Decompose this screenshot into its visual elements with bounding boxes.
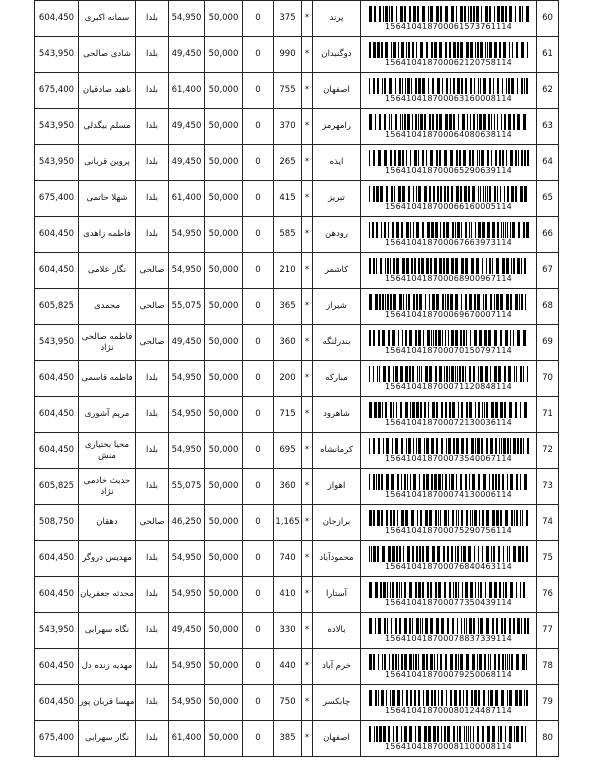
zero-cell: 0 [243,433,274,469]
barcode-cell [361,685,537,721]
sender-cell: بلدا [136,685,169,721]
qty-cell: 360 [274,325,302,361]
barcode-cell [361,577,537,613]
b-cell: 50,000 [205,649,243,685]
name-cell: مهدیه زنده دل [79,649,136,685]
b-cell: 50,000 [205,109,243,145]
idx-cell: 79 [537,685,559,721]
barcode-graphic [368,654,530,670]
idx-cell: 68 [537,289,559,325]
qty-cell: 750 [274,685,302,721]
b-cell: 50,000 [205,1,243,37]
zero-cell: 0 [243,73,274,109]
table-row [35,541,559,577]
mark-cell: * [302,541,313,577]
zero-cell: 0 [243,397,274,433]
barcode-number: 156410418700075290756114 [385,525,512,535]
sender-cell: بلدا [136,541,169,577]
barcode-cell [361,37,537,73]
sender-cell: صالحی [136,325,169,361]
b-cell: 50,000 [205,253,243,289]
barcode-graphic [368,402,530,418]
city-cell: چابکسر [313,685,361,721]
barcode-graphic [368,618,530,634]
barcode-number: 156410418700079250068114 [385,669,512,679]
zero-cell: 0 [243,469,274,505]
idx-cell: 80 [537,721,559,757]
idx-cell: 65 [537,181,559,217]
name-cell: حدیث خادمی نژاد [79,469,136,505]
a-cell: 55,075 [169,469,205,505]
barcode-cell [361,505,537,541]
table-row [35,1,559,37]
barcode-graphic [368,114,530,130]
table-row [35,397,559,433]
b-cell: 50,000 [205,145,243,181]
city-cell: شاهرود [313,397,361,433]
city-cell: خرم آباد [313,649,361,685]
mark-cell: * [302,469,313,505]
sender-cell: بلدا [136,649,169,685]
barcode-number: 156410418700066160005114 [385,201,512,211]
barcode-graphic [368,186,530,202]
city-cell: اصفهان [313,73,361,109]
barcode-cell [361,289,537,325]
city-cell: پرند [313,1,361,37]
city-cell: رامهرمز [313,109,361,145]
mark-cell: * [302,433,313,469]
a-cell: 54,950 [169,577,205,613]
b-cell: 50,000 [205,469,243,505]
sender-cell: بلدا [136,217,169,253]
name-cell: نگاه سهرابی [79,613,136,649]
barcode-number: 156410418700076840463114 [385,561,512,571]
barcode-cell [361,721,537,757]
barcode-graphic [368,78,530,94]
sender-cell: بلدا [136,181,169,217]
table-body [35,1,559,757]
table-row [35,253,559,289]
shipment-table [34,0,559,757]
b-cell: 50,000 [205,721,243,757]
idx-cell: 70 [537,361,559,397]
barcode-cell [361,433,537,469]
a-cell: 54,950 [169,397,205,433]
barcode-number: 156410418700080124487114 [385,705,512,715]
total-cell: 543,950 [35,37,79,73]
table-row [35,181,559,217]
zero-cell: 0 [243,181,274,217]
mark-cell: * [302,505,313,541]
barcode-cell [361,541,537,577]
mark-cell: * [302,361,313,397]
qty-cell: 740 [274,541,302,577]
barcode-cell [361,181,537,217]
zero-cell: 0 [243,505,274,541]
qty-cell: 200 [274,361,302,397]
qty-cell: 370 [274,109,302,145]
total-cell: 605,825 [35,289,79,325]
total-cell: 675,400 [35,181,79,217]
table-row [35,73,559,109]
b-cell: 50,000 [205,181,243,217]
table-row [35,37,559,73]
b-cell: 50,000 [205,541,243,577]
idx-cell: 60 [537,1,559,37]
a-cell: 61,400 [169,73,205,109]
city-cell: بندرلنگه [313,325,361,361]
zero-cell: 0 [243,109,274,145]
zero-cell: 0 [243,541,274,577]
city-cell: بالاده [313,613,361,649]
idx-cell: 62 [537,73,559,109]
qty-cell: 990 [274,37,302,73]
idx-cell: 66 [537,217,559,253]
city-cell: اهواز [313,469,361,505]
zero-cell: 0 [243,649,274,685]
zero-cell: 0 [243,361,274,397]
barcode-cell [361,109,537,145]
city-cell: ایذه [313,145,361,181]
barcode-graphic [368,294,530,310]
b-cell: 50,000 [205,433,243,469]
idx-cell: 75 [537,541,559,577]
table-row [35,325,559,361]
idx-cell: 69 [537,325,559,361]
qty-cell: 365 [274,289,302,325]
city-cell: شیراز [313,289,361,325]
mark-cell: * [302,685,313,721]
barcode-cell [361,217,537,253]
sender-cell: بلدا [136,37,169,73]
qty-cell: 330 [274,613,302,649]
table-row [35,469,559,505]
qty-cell: 755 [274,73,302,109]
total-cell: 604,450 [35,253,79,289]
a-cell: 49,450 [169,613,205,649]
total-cell: 543,950 [35,325,79,361]
qty-cell: 375 [274,1,302,37]
total-cell: 604,450 [35,361,79,397]
zero-cell: 0 [243,685,274,721]
b-cell: 50,000 [205,685,243,721]
barcode-number: 156410418700072130036114 [385,417,512,427]
barcode-number: 156410418700078837339114 [385,633,512,643]
barcode-number: 156410418700081100008114 [385,741,512,751]
sender-cell: بلدا [136,109,169,145]
idx-cell: 77 [537,613,559,649]
total-cell: 543,950 [35,613,79,649]
barcode-number: 156410418700067663973114 [385,237,512,247]
barcode-graphic [368,438,530,454]
zero-cell: 0 [243,145,274,181]
table-row [35,613,559,649]
table-row [35,109,559,145]
table-row [35,577,559,613]
barcode-graphic [368,510,530,526]
name-cell: محیا بختیاری منش [79,433,136,469]
total-cell: 605,825 [35,469,79,505]
table-row [35,289,559,325]
qty-cell: 695 [274,433,302,469]
sender-cell: صالحی [136,253,169,289]
mark-cell: * [302,325,313,361]
name-cell: نگار علامی [79,253,136,289]
barcode-number: 156410418700071120848114 [385,381,512,391]
total-cell: 604,450 [35,649,79,685]
idx-cell: 71 [537,397,559,433]
city-cell: رودهن [313,217,361,253]
zero-cell: 0 [243,37,274,73]
city-cell: دوگنبدان [313,37,361,73]
barcode-cell [361,73,537,109]
mark-cell: * [302,181,313,217]
idx-cell: 78 [537,649,559,685]
total-cell: 543,950 [35,109,79,145]
qty-cell: 585 [274,217,302,253]
name-cell: پروین قربانی [79,145,136,181]
sender-cell: بلدا [136,361,169,397]
barcode-cell [361,613,537,649]
barcode-graphic [368,42,530,58]
table-row [35,685,559,721]
city-cell: کاشمر [313,253,361,289]
zero-cell: 0 [243,613,274,649]
b-cell: 50,000 [205,325,243,361]
barcode-number: 156410418700065290639114 [385,165,512,175]
total-cell: 543,950 [35,145,79,181]
zero-cell: 0 [243,325,274,361]
a-cell: 54,950 [169,217,205,253]
sender-cell: بلدا [136,397,169,433]
table-row [35,361,559,397]
b-cell: 50,000 [205,397,243,433]
b-cell: 50,000 [205,613,243,649]
barcode-number: 156410418700064080638114 [385,129,512,139]
a-cell: 54,950 [169,685,205,721]
name-cell: فاطمه زاهدی [79,217,136,253]
qty-cell: 385 [274,721,302,757]
total-cell: 604,450 [35,685,79,721]
mark-cell: * [302,649,313,685]
total-cell: 604,450 [35,397,79,433]
barcode-number: 156410418700062120758114 [385,57,512,67]
mark-cell: * [302,721,313,757]
city-cell: مبارکه [313,361,361,397]
barcode-cell [361,1,537,37]
name-cell: مریم آشوری [79,397,136,433]
name-cell: فاطمه قاسمی [79,361,136,397]
barcode-cell [361,253,537,289]
barcode-number: 156410418700073540067114 [385,453,512,463]
a-cell: 54,950 [169,253,205,289]
idx-cell: 61 [537,37,559,73]
city-cell: تبریز [313,181,361,217]
table-row [35,433,559,469]
barcode-graphic [368,474,530,490]
idx-cell: 64 [537,145,559,181]
qty-cell: 410 [274,577,302,613]
mark-cell: * [302,145,313,181]
zero-cell: 0 [243,217,274,253]
a-cell: 49,450 [169,325,205,361]
barcode-cell [361,649,537,685]
name-cell: مسلم بیگدلی [79,109,136,145]
qty-cell: 265 [274,145,302,181]
barcode-cell [361,361,537,397]
table-row [35,217,559,253]
a-cell: 49,450 [169,145,205,181]
name-cell: نگار سهرابی [79,721,136,757]
barcode-graphic [368,258,530,274]
a-cell: 54,950 [169,361,205,397]
a-cell: 54,950 [169,649,205,685]
total-cell: 675,400 [35,721,79,757]
mark-cell: * [302,1,313,37]
b-cell: 50,000 [205,577,243,613]
city-cell: برازجان [313,505,361,541]
sender-cell: صالحی [136,505,169,541]
a-cell: 46,250 [169,505,205,541]
name-cell: فاطمه صالحی نژاد [79,325,136,361]
barcode-graphic [368,222,530,238]
table-row [35,145,559,181]
qty-cell: 440 [274,649,302,685]
b-cell: 50,000 [205,505,243,541]
a-cell: 54,950 [169,541,205,577]
zero-cell: 0 [243,577,274,613]
a-cell: 49,450 [169,109,205,145]
mark-cell: * [302,613,313,649]
total-cell: 675,400 [35,73,79,109]
zero-cell: 0 [243,1,274,37]
qty-cell: 715 [274,397,302,433]
mark-cell: * [302,397,313,433]
barcode-number: 156410418700069670007114 [385,309,512,319]
barcode-graphic [368,150,530,166]
sender-cell: بلدا [136,433,169,469]
b-cell: 50,000 [205,289,243,325]
b-cell: 50,000 [205,217,243,253]
sender-cell: بلدا [136,73,169,109]
sender-cell: صالحی [136,289,169,325]
barcode-cell [361,469,537,505]
qty-cell: 415 [274,181,302,217]
qty-cell: 360 [274,469,302,505]
name-cell: شادی صالحی [79,37,136,73]
idx-cell: 67 [537,253,559,289]
mark-cell: * [302,109,313,145]
barcode-graphic [368,6,530,22]
barcode-number: 156410418700063160008114 [385,93,512,103]
barcode-graphic [368,366,530,382]
zero-cell: 0 [243,721,274,757]
mark-cell: * [302,289,313,325]
a-cell: 61,400 [169,721,205,757]
total-cell: 604,450 [35,1,79,37]
table-row [35,721,559,757]
name-cell: سمانه اکبری [79,1,136,37]
zero-cell: 0 [243,289,274,325]
a-cell: 55,075 [169,289,205,325]
barcode-number: 156410418700068900967114 [385,273,512,283]
barcode-number: 156410418700077350439114 [385,597,512,607]
total-cell: 604,450 [35,541,79,577]
idx-cell: 76 [537,577,559,613]
a-cell: 61,400 [169,181,205,217]
sender-cell: بلدا [136,469,169,505]
city-cell: آستارا [313,577,361,613]
mark-cell: * [302,253,313,289]
sender-cell: بلدا [136,1,169,37]
idx-cell: 74 [537,505,559,541]
b-cell: 50,000 [205,73,243,109]
zero-cell: 0 [243,253,274,289]
a-cell: 49,450 [169,37,205,73]
city-cell: کرمانشاه [313,433,361,469]
barcode-number: 156410418700070150797114 [385,345,512,355]
name-cell: مهسا قربان پور [79,685,136,721]
barcode-graphic [368,330,530,346]
total-cell: 604,450 [35,217,79,253]
a-cell: 54,950 [169,433,205,469]
b-cell: 50,000 [205,37,243,73]
a-cell: 54,950 [169,1,205,37]
name-cell: مهدیس دروگر [79,541,136,577]
qty-cell: 1,165 [274,505,302,541]
sender-cell: بلدا [136,145,169,181]
barcode-graphic [368,726,530,742]
mark-cell: * [302,37,313,73]
sender-cell: بلدا [136,721,169,757]
table-row [35,649,559,685]
mark-cell: * [302,73,313,109]
mark-cell: * [302,577,313,613]
name-cell: محدثه جعفریان [79,577,136,613]
idx-cell: 63 [537,109,559,145]
name-cell: شهلا حاتمی [79,181,136,217]
total-cell: 604,450 [35,433,79,469]
barcode-cell [361,145,537,181]
barcode-cell [361,325,537,361]
b-cell: 50,000 [205,361,243,397]
name-cell: ناهید صادقیان [79,73,136,109]
qty-cell: 210 [274,253,302,289]
name-cell: محمدی [79,289,136,325]
total-cell: 604,450 [35,577,79,613]
barcode-cell [361,397,537,433]
idx-cell: 72 [537,433,559,469]
barcode-number: 156410418700061573761114 [385,21,512,31]
name-cell: دهقان [79,505,136,541]
city-cell: محمودآباد [313,541,361,577]
barcode-graphic [368,690,530,706]
idx-cell: 73 [537,469,559,505]
barcode-graphic [368,582,530,598]
barcode-number: 156410418700074130006114 [385,489,512,499]
sender-cell: بلدا [136,577,169,613]
sender-cell: بلدا [136,613,169,649]
barcode-graphic [368,546,530,562]
total-cell: 508,750 [35,505,79,541]
table-row [35,505,559,541]
mark-cell: * [302,217,313,253]
city-cell: اصفهان [313,721,361,757]
